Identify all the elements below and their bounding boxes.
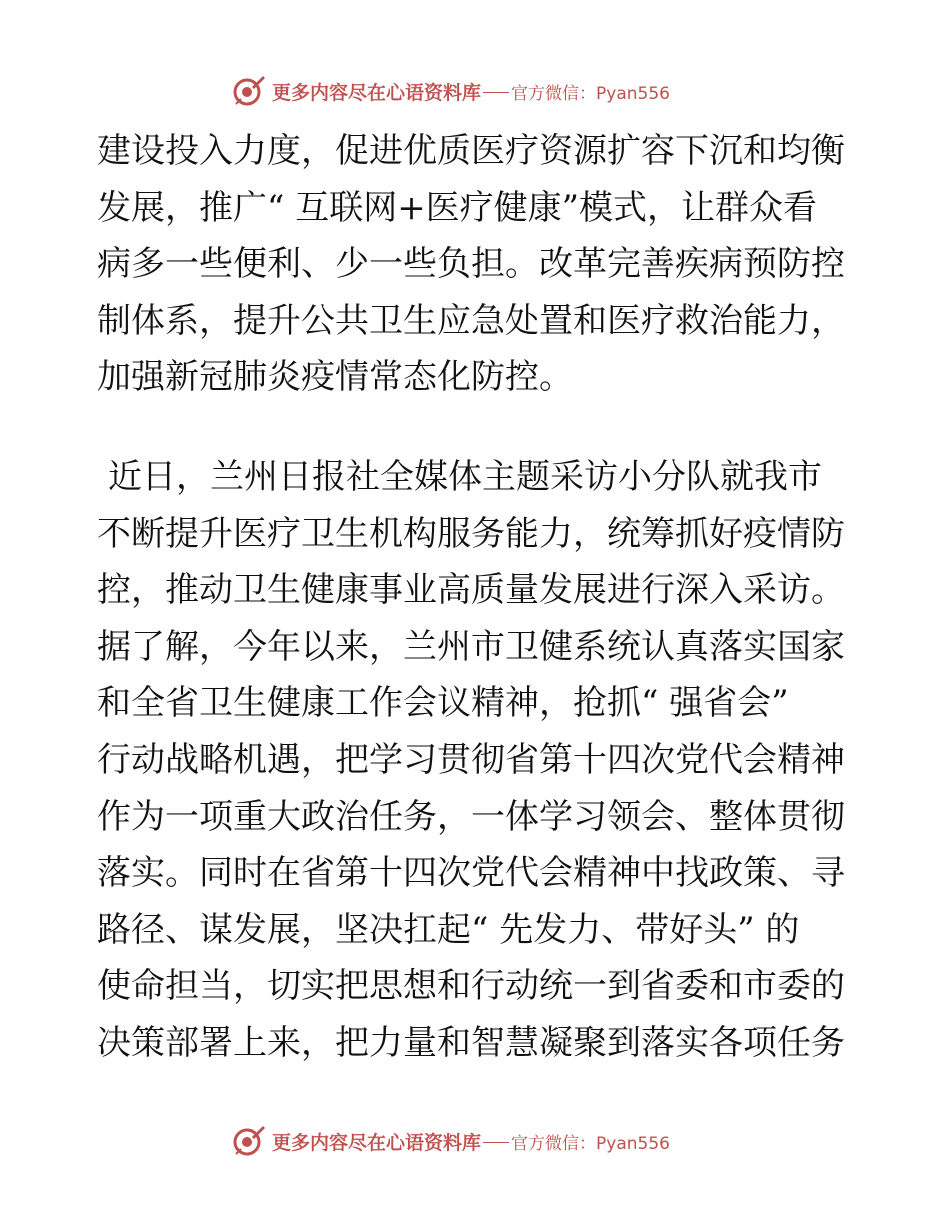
watermark-wechat: 官方微信：Pyan556 <box>511 83 670 104</box>
text-line: 和全省卫生健康工作会议精神，抢抓“ 强省会” <box>97 683 789 724</box>
watermark-wechat: 官方微信：Pyan556 <box>511 1133 670 1154</box>
text-line: 加强新冠肺炎疫情常态化防控。 <box>97 357 573 398</box>
text-line: 使命担当，切实把思想和行动统一到省委和市委的 <box>97 966 845 1007</box>
text-line: 决策部署上来，把力量和智慧凝聚到落实各项任务 <box>97 1022 845 1063</box>
text-line: 据了解，今年以来，兰州市卫健系统认真落实国家 <box>97 626 845 667</box>
pen-circle-logo-icon <box>232 74 266 108</box>
text-line: 不断提升医疗卫生机构服务能力，统筹抓好疫情防 <box>97 513 845 554</box>
text-line: 制体系，提升公共卫生应急处置和医疗救治能力， <box>97 300 845 341</box>
pen-circle-logo-icon <box>232 1124 266 1158</box>
text-line: 发展，推广“ 互联网+医疗健康”模式，让群众看 <box>97 187 818 228</box>
footer-watermark <box>232 1121 752 1161</box>
text-line: 路径、谋发展，坚决扛起“ 先发力、带好头” 的 <box>97 909 800 950</box>
text-line: 作为一项重大政治任务，一体学习领会、整体贯彻 <box>97 796 845 837</box>
paragraph-2 <box>97 449 857 1072</box>
paragraph-gap <box>97 406 857 449</box>
watermark-dash <box>483 1142 509 1143</box>
text-line: 行动战略机遇，把学习贯彻省第十四次党代会精神 <box>97 739 845 780</box>
text-line: 近日，兰州日报社全媒体主题采访小分队就我市 <box>108 456 822 497</box>
document-body <box>97 123 857 1072</box>
paragraph-1 <box>97 123 857 406</box>
header-watermark <box>232 71 752 111</box>
text-line: 控，推动卫生健康事业高质量发展进行深入采访。 <box>97 570 845 611</box>
watermark-brand: 更多内容尽在心语资料库 <box>272 1131 482 1154</box>
text-line: 落实。同时在省第十四次党代会精神中找政策、寻 <box>97 853 845 894</box>
text-line: 病多一些便利、少一些负担。改革完善疾病预防控 <box>97 244 845 285</box>
watermark-dash <box>483 92 509 93</box>
watermark-brand: 更多内容尽在心语资料库 <box>272 81 482 104</box>
text-line: 建设投入力度，促进优质医疗资源扩容下沉和均衡 <box>97 131 845 171</box>
